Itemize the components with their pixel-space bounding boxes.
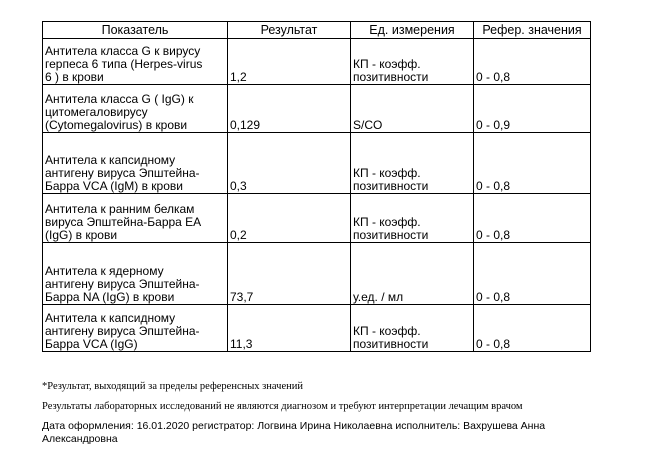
notes-block [42,380,622,446]
table-header-row [43,22,591,39]
table-row [43,305,591,352]
row-result: 0,2 [228,194,351,243]
row-unit: КП - коэфф. позитивности [351,39,474,85]
table-row [43,243,591,305]
table-row [43,85,591,133]
row-reference: 0 - 0,8 [474,39,591,85]
row-reference: 0 - 0,9 [474,85,591,133]
row-unit: КП - коэфф. позитивности [351,133,474,194]
table-row [43,39,591,85]
table-row [43,194,591,243]
footnote: *Результат, выходящий за пределы референсных значений [42,381,303,392]
row-indicator-name: Антитела к ранним белкам вируса Эпштейна-Барра EA (IgG) в крови [43,194,228,243]
row-reference: 0 - 0,8 [474,243,591,305]
row-result: 0,129 [228,85,351,133]
row-result: 1,2 [228,39,351,85]
row-unit: S/CO [351,85,474,133]
row-indicator-name: Антитела класса G ( IgG) к цитомегаловирусу (Cytomegalovirus) в крови [43,85,228,133]
row-result: 0,3 [228,133,351,194]
row-result: 11,3 [228,305,351,352]
disclaimer: Результаты лабораторных исследований не являются диагнозом и требуют интерпретации лечащим врачом [42,401,523,412]
header-result: Результат [228,22,351,39]
header-unit: Ед. измерения [351,22,474,39]
row-unit: КП - коэфф. позитивности [351,194,474,243]
row-unit: у.ед. / мл [351,243,474,305]
row-reference: 0 - 0,8 [474,133,591,194]
header-reference: Рефер. значения [474,22,591,39]
row-indicator-name: Антитела к капсидному антигену вируса Эпштейна- Барра VCA (IgM) в крови [43,133,228,194]
row-indicator-name: Антитела к ядерному антигену вируса Эпштейна- Барра NA (IgG) в крови [43,243,228,305]
row-reference: 0 - 0,8 [474,194,591,243]
row-indicator-name: Антитела к капсидному антигену вируса Эпштейна- Барра VCA (IgG) [43,305,228,352]
document-meta: Дата оформления: 16.01.2020 регистратор: Логвина Ирина Николаевна исполнитель: Вахрушева Анна Александровна [42,420,546,445]
row-unit: КП - коэфф. позитивности [351,305,474,352]
row-indicator-name: Антитела класса G к вирусу герпеса 6 типа (Herpes-virus 6 ) в крови [43,39,228,85]
results-table [42,21,591,352]
row-reference: 0 - 0,8 [474,305,591,352]
table-row [43,133,591,194]
row-result: 73,7 [228,243,351,305]
header-indicator: Показатель [43,22,228,39]
